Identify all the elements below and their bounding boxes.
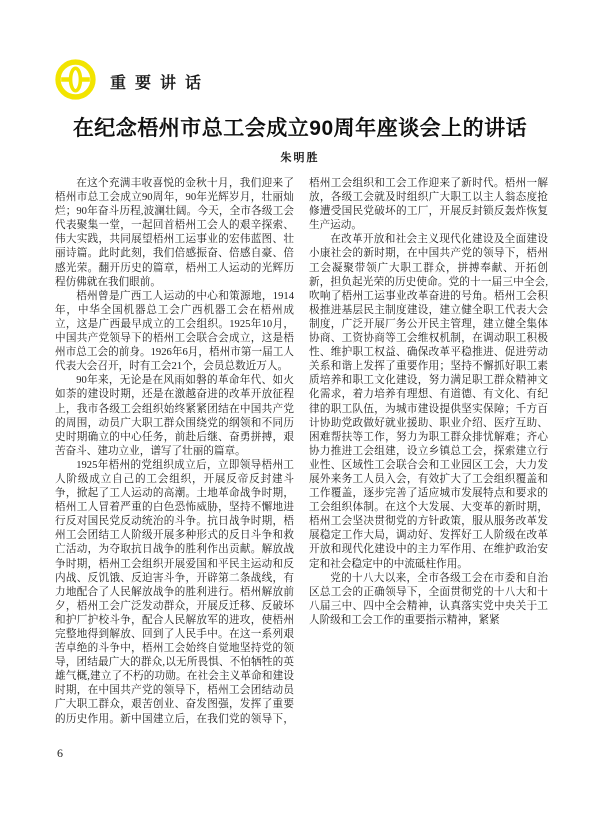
page-number: 6 bbox=[57, 746, 63, 760]
paragraph: 在改革开放和社会主义现代化建设及全面建设小康社会的新时期，在中国共产党的领导下，梧州工会凝聚带领广大职工群众，拼搏奉献、开拓创新，担负起光荣的历史使命。党的十一届三中全会,吹响了梧州工运事业改革奋进的号角。梧州工会积极推进基层民主制度建设，建立健全职工代表大会制度，广泛开展厂务公开民主管理，建立健全集体协商、工资协商等工会维权机制，在调动职工积极性、维护职工权益、确保改革平稳推进、促进劳动关系和谐上发挥了重要作用；坚持不懈抓好职工素质培养和职工文化建设，努力满足职工群众精神文化需求，着力培养有理想、有道德、有文化、有纪律的职工队伍，为城市建设提供坚实保障；千方百计协助党政做好就业援助、职业介绍、医疗互助、困难帮扶等工作，努力为职工群众排忧解难；齐心协力推进工会组建，设立乡镇总工会，探索建立行业性、区域性工会联合会和工业园区工会，大力发展外来务工人员入会，有效扩大了工会组织覆盖和工作覆盖，逐步完善了适应城市发展特点和要求的工会组织体制。在这个大发展、大变革的新时期，梧州工会坚决贯彻党的方针政策，服从服务改革发展稳定工作大局，调动好、发挥好工人阶级在改革开放和现代化建设中的主力军作用、在维护政治安定和社会稳定中的中流砥柱作用。 bbox=[309, 234, 548, 570]
author-name: 朱明胜 bbox=[280, 152, 320, 164]
page-title: 在纪念梧州市总工会成立90周年座谈会上的讲话 bbox=[72, 117, 528, 140]
section-label: 重要讲话 bbox=[110, 75, 211, 92]
paragraph: 在这个充满丰收喜悦的金秋十月，我们迎来了梧州市总工会成立90周年，90年光辉岁月，壮丽灿烂；90年奋斗历程,波澜壮阔。今天，全市各级工会代表聚集一堂，一起回首梧州工会人的艰辛探索、伟大实践，共同展望梧州工运事业的宏伟蓝图、壮丽诗篇。此时此刻，我们倍感振奋、倍感自豪、倍感光荣。翻开历史的篇章，梧州工人运动的光辉历程仿佛就在我们眼前。 bbox=[55, 178, 294, 288]
paragraph: 梧州曾是广西工人运动的中心和策源地，1914年，中华全国机器总工会广西机器工会在梧州成立，这是广西最早成立的工会组织。1925年10月，中国共产党领导下的梧州工会联合会成立，这是梧州市总工会的前身。1926年6月，梧州市第一届工人代表大会召开，时有工会21个，会员总数近万人。 bbox=[55, 290, 294, 373]
trade-union-emblem-icon bbox=[54, 58, 97, 101]
paragraph: 1925年梧州的党组织成立后，立即领导梧州工人阶级成立自己的工会组织，开展反帝反封建斗争，掀起了工人运动的高潮。土地革命战争时期，梧州工人冒着严重的白色恐怖威胁，坚持不懈地进行反对国民党反动统治的斗争。抗日战争时期，梧州工会团结工人阶级开展多种形式的反日斗争和救亡活动，为夺取抗日战争的胜利作出贡献。解放战争时期，梧州工会组织开展爱国和平民主运动和反内战、反饥饿、反迫害斗争，开辟第二条战线，有力地配合了人民解放战争的胜利进行。梧州解放前夕，梧州工会广泛发动群众，开展反迁移、反破坏和护厂护校斗争，配合人民解放军的进攻，使梧州完整地得到解放、回到了人民手中。在这一系列艰苦卓绝的斗争中，梧州工会始终自觉地坚持党的领导，团结最广大的群众,以无所畏惧、不怕牺牲的英雄气概,建立了不朽的功勋。在社会主义革命和建设时期，在中国共产党的领导下，梧州工会团结动员广大职工群众，艰苦创业、奋发图强，发挥了重要的历史作用。新中国建立后，在我们党的领导下，梧州工会组织和工会工作迎来了新时代。梧州一解放，各级工会就及时组织广大职工以主人翁态度抢修遭受国民党破坏的工厂，开展反封锁反轰炸恢复生产运动。 bbox=[55, 178, 548, 725]
page-header bbox=[54, 58, 210, 101]
article-body bbox=[55, 177, 548, 729]
paragraph: 90年来，无论是在风雨如磐的革命年代、如火如荼的建设时期，还是在激越奋进的改革开放征程上，我市各级工会组织始终紧紧团结在中国共产党的周围，动员广大职工群众围绕党的纲领和不同历史时期确立的中心任务，前赴后继、奋勇拼搏，艰苦奋斗、建功立业，谱写了壮丽的篇章。 bbox=[55, 375, 294, 457]
paragraph: 党的十八大以来，全市各级工会在市委和自治区总工会的正确领导下，全面贯彻党的十八大和十八届三中、四中全会精神，认真落实党中央关于工人阶级和工会工作的重要指示精神，紧紧 bbox=[309, 572, 548, 626]
